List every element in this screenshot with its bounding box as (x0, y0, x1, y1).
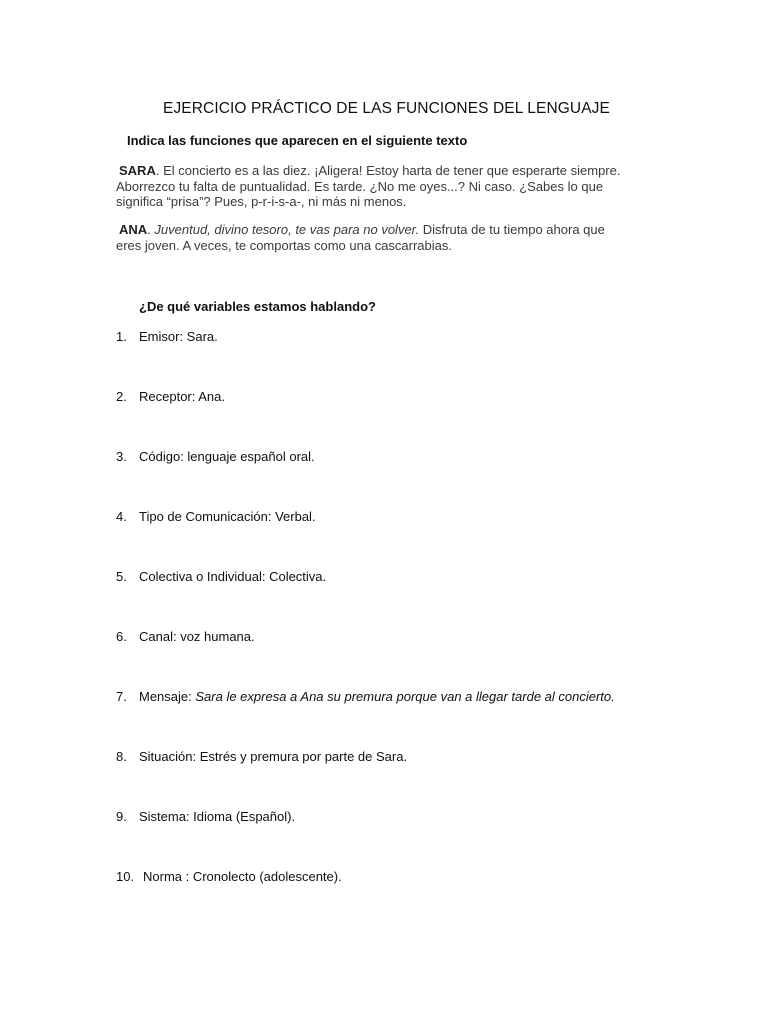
list-item (116, 329, 218, 344)
list-number: 8. (116, 749, 127, 764)
list-text: Sistema: Idioma (Español). (139, 809, 296, 824)
question-heading: ¿De qué variables estamos hablando? (139, 299, 376, 314)
list-item (116, 569, 326, 584)
list-number: 1. (116, 329, 127, 344)
dialogue-separator: . (147, 222, 155, 237)
dialogue-quote: Juventud, divino tesoro, te vas para no volver. (154, 222, 420, 237)
list-text: Mensaje: (139, 689, 196, 704)
dialogue-line (116, 163, 676, 179)
dialogue-line: eres joven. A veces, te comportas como una cascarrabias. (116, 237, 453, 253)
dialogue-line (116, 222, 676, 238)
list-item (116, 509, 316, 524)
list-number: 9. (116, 809, 127, 824)
list-text: Canal: voz humana. (139, 629, 255, 644)
list-number: 5. (116, 569, 127, 584)
dialogue-sara (116, 163, 676, 210)
list-item (116, 389, 225, 404)
dialogue-line: Aborrezco tu falta de puntualidad. Es tarde. ¿No me oyes...? Ni caso. ¿Sabes lo que (116, 178, 604, 194)
list-number: 7. (116, 689, 127, 704)
speaker-name: SARA (119, 163, 156, 178)
list-item (116, 629, 255, 644)
list-number: 10. (116, 869, 135, 884)
list-item (116, 449, 315, 464)
dialogue-line: significa “prisa”? Pues, p-r-i-s-a-, ni más ni menos. (116, 194, 407, 209)
list-number: 2. (116, 389, 127, 404)
list-text: Emisor: Sara. (139, 329, 218, 344)
list-item (116, 749, 407, 764)
list-text-italic: Sara le expresa a Ana su premura porque van a llegar tarde al concierto. (195, 689, 615, 704)
document-title: EJERCICIO PRÁCTICO DE LAS FUNCIONES DEL LENGUAJE (163, 100, 610, 117)
list-number: 3. (116, 449, 127, 464)
list-text: Norma : Cronolecto (adolescente). (143, 869, 342, 884)
list-text: Tipo de Comunicación: Verbal. (139, 509, 316, 524)
dialogue-text: . El concierto es a las diez. ¡Aligera! Estoy harta de tener que esperarte siempre. (155, 163, 621, 178)
speaker-name: ANA (119, 222, 148, 237)
list-text: Colectiva o Individual: Colectiva. (139, 569, 327, 584)
list-number: 6. (116, 629, 127, 644)
list-text: Situación: Estrés y premura por parte de Sara. (139, 749, 408, 764)
instruction-text: Indica las funciones que aparecen en el siguiente texto (127, 133, 468, 148)
list-text: Receptor: Ana. (139, 389, 225, 404)
dialogue-ana (116, 222, 676, 253)
list-number: 4. (116, 509, 127, 524)
dialogue-text: Disfruta de tu tiempo ahora que (419, 222, 605, 237)
list-item (116, 689, 615, 704)
list-item (116, 869, 342, 884)
list-item (116, 809, 295, 824)
list-text: Código: lenguaje español oral. (139, 449, 315, 464)
